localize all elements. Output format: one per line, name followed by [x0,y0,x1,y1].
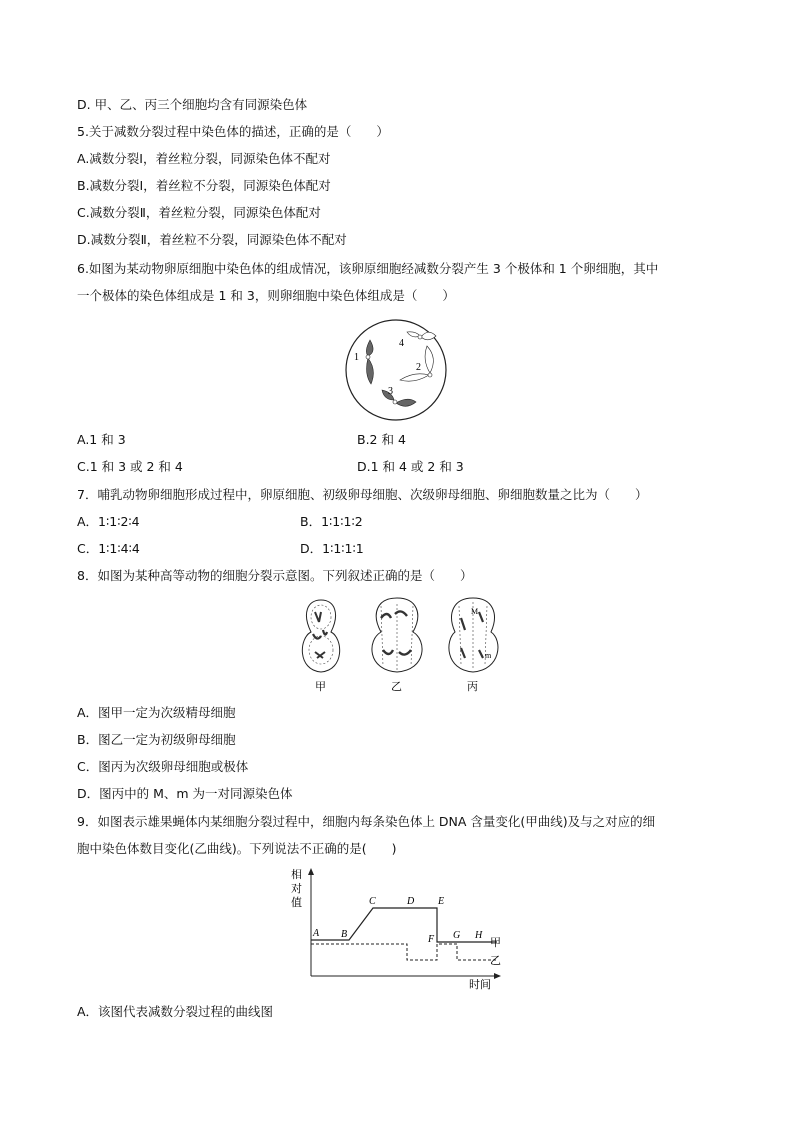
q9-graph [285,864,515,992]
q5-option-d: D.减数分裂Ⅱ，着丝粒不分裂，同源染色体不配对 [77,232,347,247]
cell-yi [372,598,422,672]
q6-stem-line1: 6.如图为某动物卵原细胞中染色体的组成情况，该卵原细胞经减数分裂产生 3 个极体和 1 个卵细胞，其中 [77,261,659,276]
q8-option-b: B．图乙一定为初级卵母细胞 [77,732,236,747]
q6-cell-figure [344,318,448,422]
point-E: E [438,896,445,907]
q9-option-a: A．该图代表减数分裂过程的曲线图 [77,1004,274,1019]
point-F: F [428,934,435,945]
q7-option-a: A．1∶1∶2∶4 [77,514,140,529]
q5-stem: 5.关于减数分裂过程中染色体的描述，正确的是（ ） [77,124,389,139]
series-label-yi: 乙 [490,955,501,967]
q7-option-b: B．1∶1∶1∶2 [300,514,363,529]
point-A: A [313,928,320,939]
q8-option-d: D．图丙中的 M、m 为一对同源染色体 [77,786,293,801]
chromosome-1-arm-a [366,340,373,356]
chromosome-2-arm-b [400,374,429,381]
ylabel-char-1: 相 [291,869,302,881]
q8-option-a: A．图甲一定为次级精母细胞 [77,705,236,720]
point-H: H [475,930,483,941]
xlabel: 时间 [469,979,491,991]
q5-option-b: B.减数分裂Ⅰ，着丝粒不分裂，同源染色体配对 [77,178,331,193]
label-jia: 甲 [315,681,326,693]
cell-bing [449,598,498,672]
label-1: 1 [354,352,359,363]
q9-stem-line2: 胞中染色体数目变化(乙曲线)。下列说法不正确的是( ) [77,841,397,856]
q7-stem: 7．哺乳动物卵细胞形成过程中，卵原细胞、初级卵母细胞、次级卵母细胞、卵细胞数量之比为（ ） [77,487,648,502]
q8-stem: 8．如图为某种高等动物的细胞分裂示意图。下列叙述正确的是（ ） [77,568,473,583]
q6-option-d: D.1 和 4 或 2 和 3 [357,459,464,474]
curve-yi [311,944,497,960]
label-M: M [471,607,479,616]
ylabel-char-2: 对 [291,883,302,895]
series-label-jia: 甲 [490,937,501,949]
curve-jia [311,908,497,942]
q5-option-a: A.减数分裂Ⅰ，着丝粒分裂，同源染色体不配对 [77,151,331,166]
point-G: G [453,930,461,941]
label-yi: 乙 [391,681,402,693]
point-B: B [341,929,348,940]
q9-stem-line1: 9．如图表示雄果蝇体内某细胞分裂过程中，细胞内每条染色体上 DNA 含量变化(甲曲线)及与之对应的细 [77,814,656,829]
chromosome-1-arm-b [367,358,374,384]
label-m: m [485,651,492,660]
chromosome-3-arm-b [396,399,416,406]
q6-option-b: B.2 和 4 [357,432,406,447]
q8-cells-figure [285,592,510,696]
q5-option-c: C.减数分裂Ⅱ，着丝粒分裂，同源染色体配对 [77,205,321,220]
label-4: 4 [399,338,404,349]
q6-stem-line2: 一个极体的染色体组成是 1 和 3，则卵细胞中染色体组成是（ ） [77,288,455,303]
q6-option-c: C.1 和 3 或 2 和 4 [77,459,183,474]
label-3: 3 [388,386,393,397]
q7-option-d: D．1∶1∶1∶1 [300,541,364,556]
q4-option-d: D. 甲、乙、丙三个细胞均含有同源染色体 [77,97,308,112]
label-2: 2 [416,362,421,373]
chromosome-4-arm-b [421,332,436,340]
label-bing: 丙 [467,681,478,693]
q7-option-c: C．1∶1∶4∶4 [77,541,140,556]
q6-option-a: A.1 和 3 [77,432,126,447]
point-D: D [407,896,415,907]
cell-jia [302,600,339,672]
chromosome-2-arm-a [425,346,433,373]
ylabel-char-3: 值 [291,897,302,909]
point-C: C [369,896,376,907]
q8-option-c: C．图丙为次级卵母细胞或极体 [77,759,249,774]
